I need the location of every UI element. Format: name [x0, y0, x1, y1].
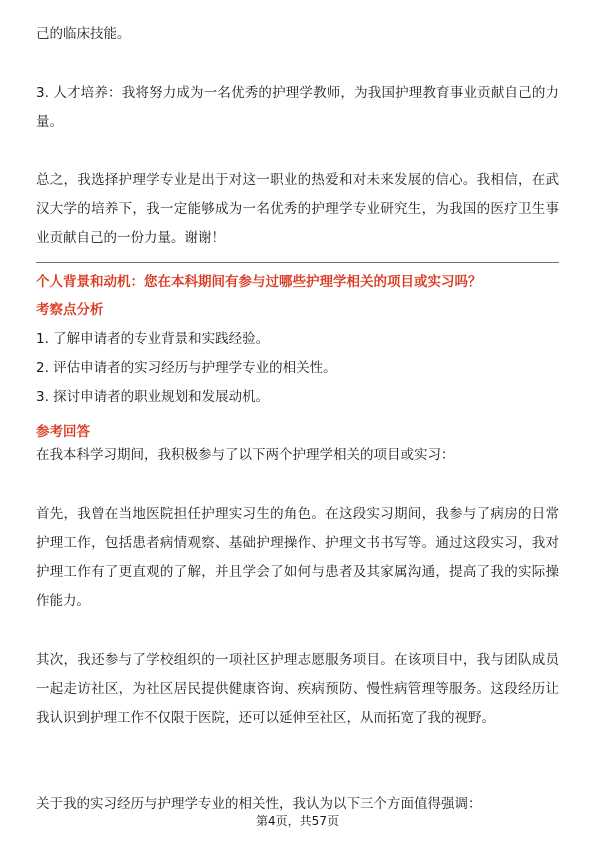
conclusion-paragraph: 总之，我选择护理学专业是出于对这一职业的热爱和对未来发展的信心。我相信，在武汉大学的培养下，我一定能够成为一名优秀的护理学专业研究生，为我国的医疗卫生事业贡献自己的一份力量。谢谢！: [36, 172, 559, 246]
question-heading: 个人背景和动机：您在本科期间有参与过哪些护理学相关的项目或实习吗？: [36, 274, 482, 290]
analysis-item: 3. 探讨申请者的职业规划和发展动机。: [36, 389, 270, 405]
point-talent-training: 3. 人才培养：我将努力成为一名优秀的护理学教师，为我国护理教育事业贡献自己的力量。: [36, 85, 559, 130]
answer-paragraph-relevance: 关于我的实习经历与护理学专业的相关性，我认为以下三个方面值得强调：: [36, 796, 482, 812]
analysis-title: 考察点分析: [36, 302, 104, 318]
answer-paragraph-hospital: 首先，我曾在当地医院担任护理实习生的角色。在这段实习期间，我参与了病房的日常护理工作，包括患者病情观察、基础护理操作、护理文书书写等。通过这段实习，我对护理工作有了更直观的了解，并且学会了如何与患者及其家属沟通，提高了我的实际操作能力。: [36, 506, 559, 609]
analysis-item: 1. 了解申请者的专业背景和实践经验。: [36, 331, 270, 347]
paragraph-tail: 己的临床技能。: [36, 26, 131, 42]
answer-paragraph-community: 其次，我还参与了学校组织的一项社区护理志愿服务项目。在该项目中，我与团队成员一起走访社区，为社区居民提供健康咨询、疾病预防、慢性病管理等服务。这段经历让我认识到护理工作不仅限于医院，还可以延伸至社区，从而拓宽了我的视野。: [36, 652, 559, 726]
answer-title: 参考回答: [36, 424, 90, 440]
page-number: 第4页，共57页: [256, 814, 339, 828]
document-page: [36, 0, 559, 842]
answer-intro: 在我本科学习期间，我积极参与了以下两个护理学相关的项目或实习：: [36, 447, 455, 463]
section-divider: [36, 262, 559, 263]
analysis-item: 2. 评估申请者的实习经历与护理学专业的相关性。: [36, 360, 337, 376]
